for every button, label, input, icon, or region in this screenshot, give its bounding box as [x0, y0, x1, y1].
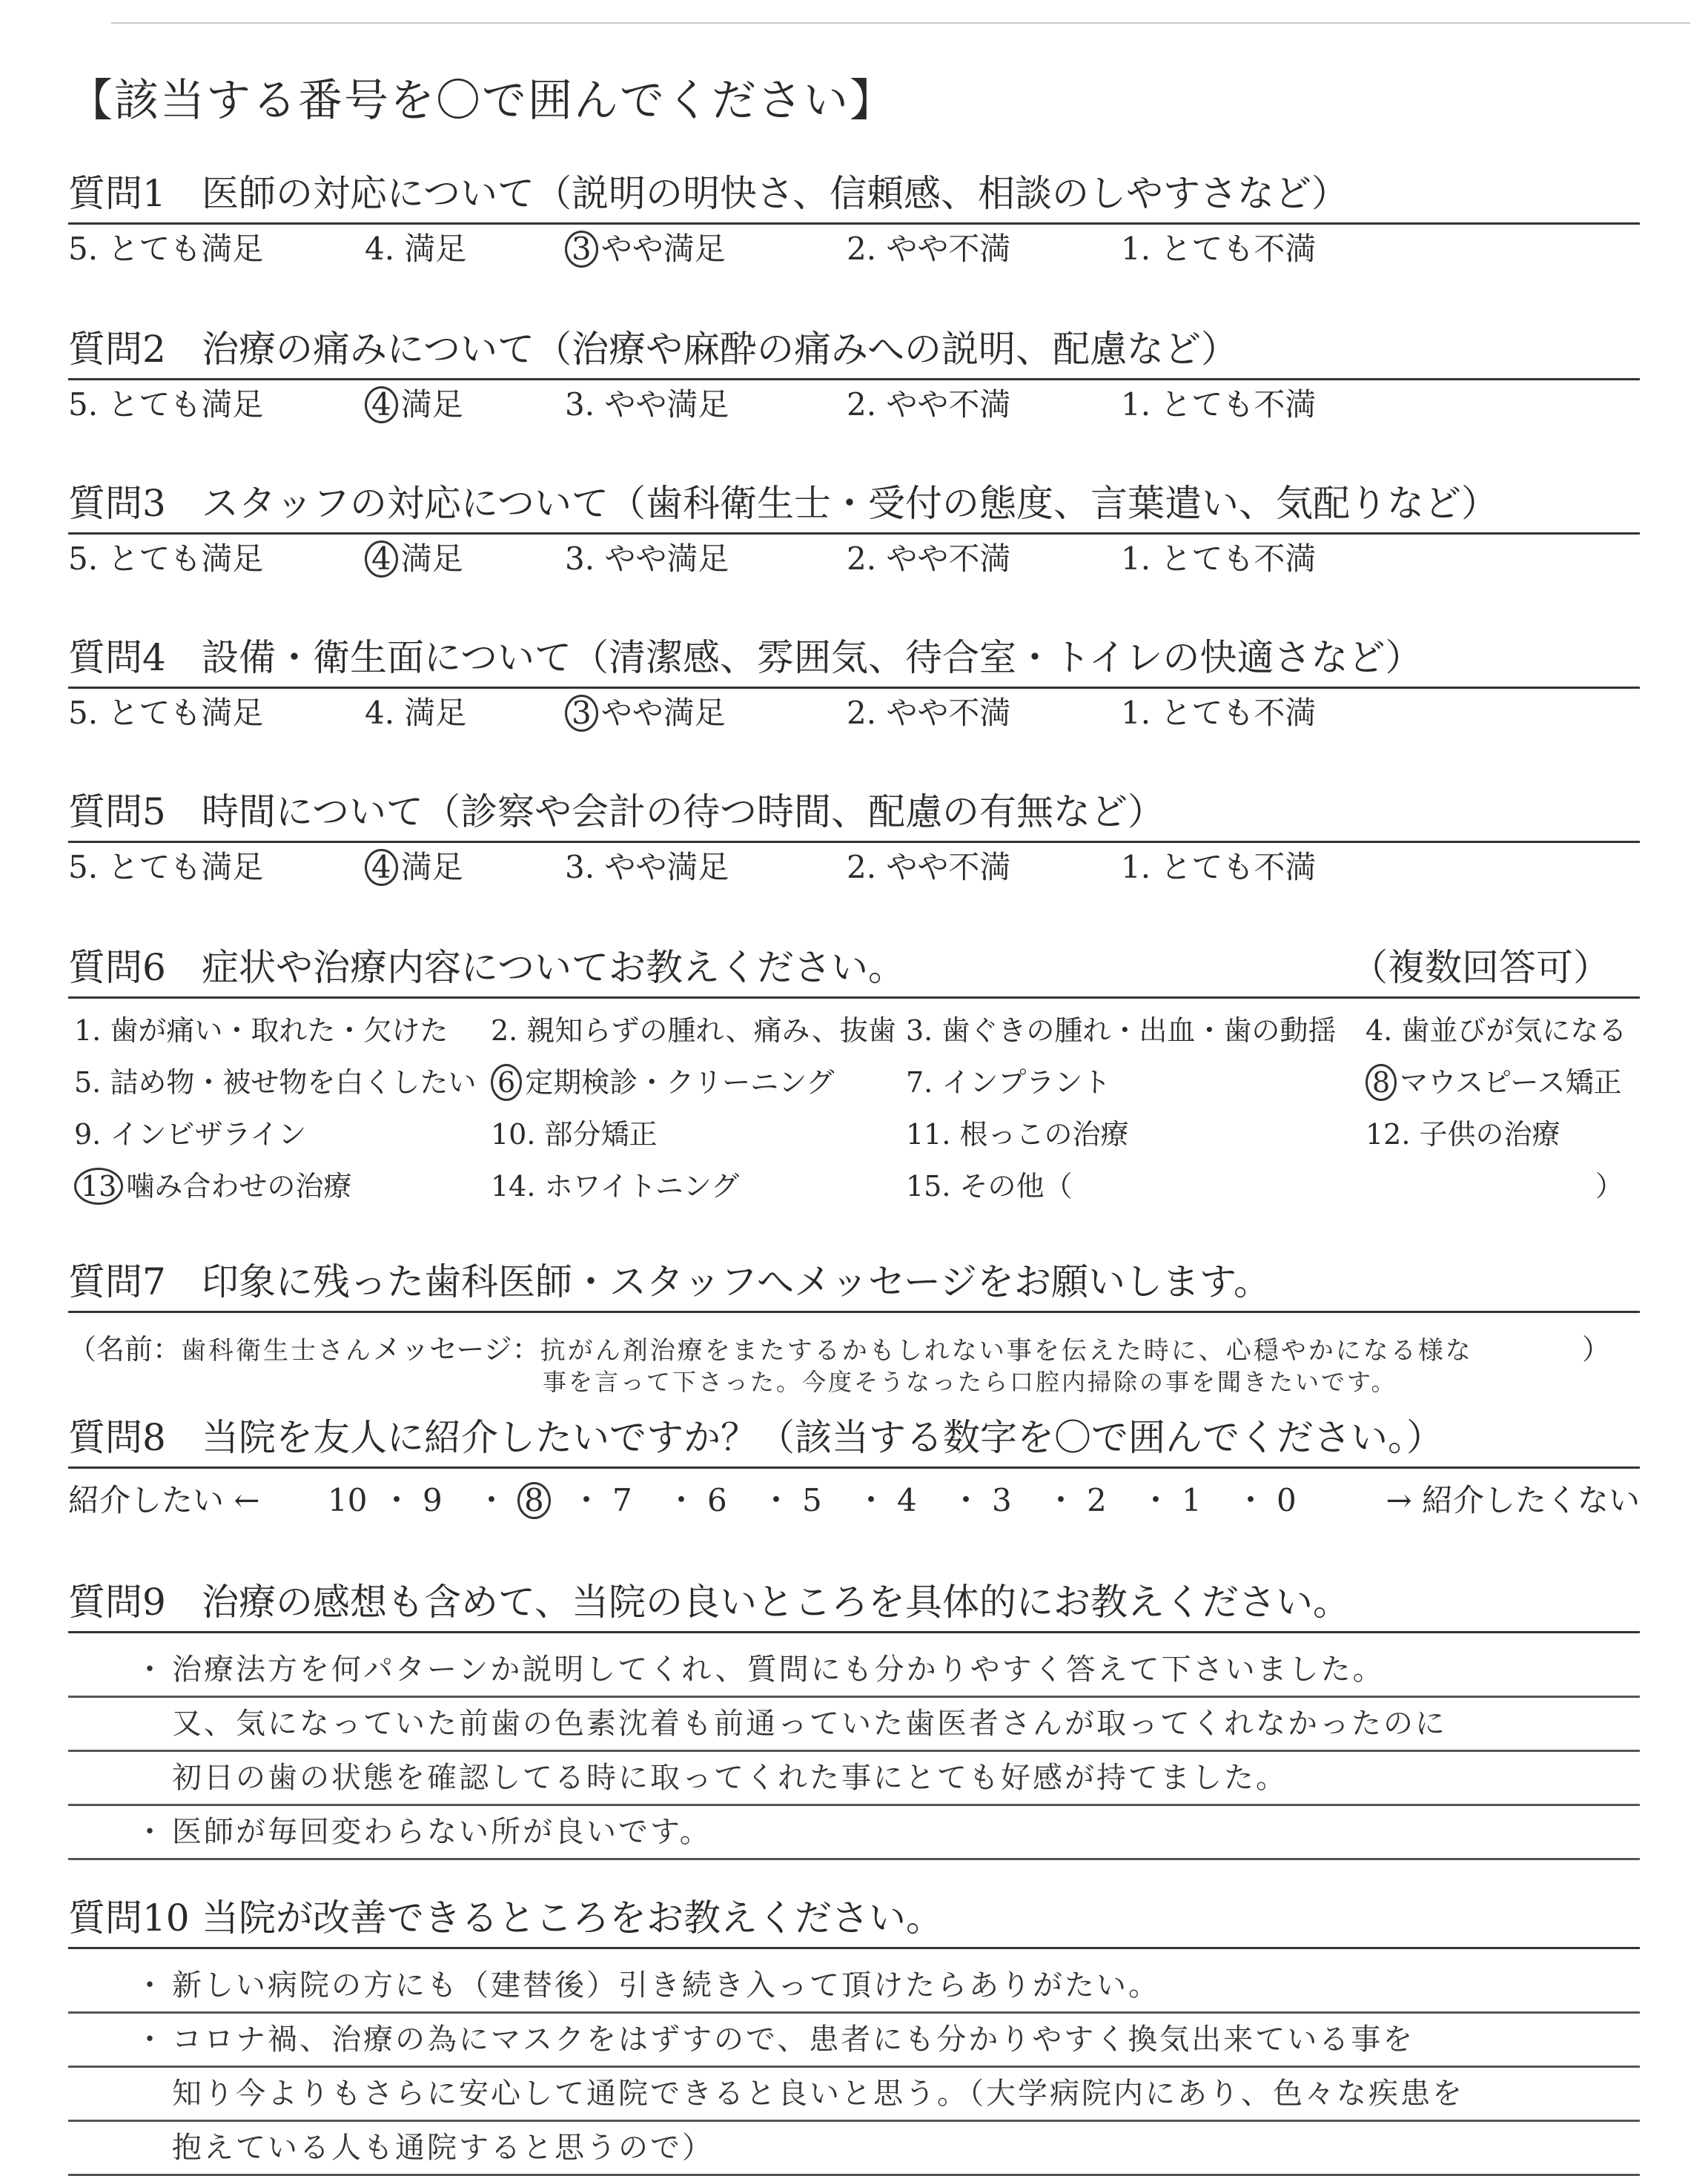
rating-option-1[interactable]: 1. とても不満	[1121, 386, 1317, 423]
symptom-option[interactable]: 7. インプラント	[906, 1066, 1111, 1099]
rating-option-4[interactable]: 4. 満足	[365, 695, 467, 731]
question-title: スタッフの対応について（歯科衛生士・受付の態度、言葉遣い、気配りなど）	[202, 482, 1498, 525]
rating-option-5[interactable]: 5. とても満足	[68, 386, 264, 423]
rating-option-3[interactable]: 3. やや満足	[565, 540, 729, 577]
question-number: 質問7	[68, 1260, 166, 1303]
symptom-option[interactable]: 8 マウスピース矯正	[1366, 1059, 1622, 1101]
rating-options	[68, 535, 1640, 583]
underline	[68, 1466, 1640, 1469]
rating-option-3[interactable]: 3 やや満足	[565, 689, 726, 738]
scale-value-8[interactable]	[517, 1475, 554, 1527]
symptom-option[interactable]: 9. インビザライン	[74, 1118, 307, 1151]
rating-option-5[interactable]: 5. とても満足	[68, 231, 264, 267]
name-prefix: （名前：	[68, 1333, 182, 1366]
improvement-lines	[68, 1960, 1640, 2176]
scale-dot: ・	[381, 1482, 413, 1518]
symptom-options-grid	[68, 1008, 1640, 1215]
rating-option-5[interactable]: 5. とても満足	[68, 540, 264, 577]
handwritten-text: 知り今よりもさらに安心して通院できると良いと思う。（大学病院内にあり、色々な疾患を	[172, 2077, 1464, 2111]
rating-option-1[interactable]: 1. とても不満	[1121, 695, 1317, 731]
rating-option-2[interactable]: 2. やや不満	[847, 695, 1011, 731]
symptom-option[interactable]: 14. ホワイトニング	[491, 1170, 740, 1203]
scale-value-4[interactable]: 4	[897, 1482, 917, 1518]
question-number: 質問9	[68, 1581, 166, 1624]
selected-mark: 8	[1366, 1064, 1397, 1101]
scale-value-7[interactable]: 7	[612, 1482, 632, 1518]
question-5	[68, 783, 1640, 892]
symptom-option[interactable]: ）	[1595, 1170, 1624, 1203]
question-title: 症状や治療内容についてお教えください。	[202, 946, 905, 989]
question-3	[68, 474, 1640, 583]
scale-value-1[interactable]: 1	[1182, 1482, 1202, 1518]
handwritten-text: 新しい病院の方にも（建替後）引き続き入って頂けたらありがたい。	[172, 1968, 1160, 2003]
rating-options	[68, 225, 1640, 274]
handwritten-text: 治療法方を何パターンか説明してくれ、質問にも分かりやすく答えて下さいました。	[172, 1653, 1385, 1687]
symptom-option[interactable]: 6 定期検診・クリーニング	[491, 1059, 834, 1101]
question-number: 質問6	[68, 946, 166, 989]
scale-dot: ・	[666, 1482, 698, 1518]
multiple-answers-note: （複数回答可）	[1351, 946, 1610, 989]
selected-mark: 4	[365, 540, 398, 578]
question-title: 設備・衛生面について（清潔感、雰囲気、待合室・トイレの快適さなど）	[202, 636, 1423, 679]
question-8	[68, 1409, 1640, 1527]
question-title: 当院が改善できるところをお教えください。	[202, 1896, 943, 1939]
scale-dot: ・	[1045, 1482, 1077, 1518]
bullet: ・	[135, 2023, 167, 2057]
scale-value-0[interactable]: 0	[1277, 1482, 1297, 1518]
selected-mark: 3	[565, 695, 598, 732]
question-title: 印象に残った歯科医師・スタッフへメッセージをお願いします。	[202, 1260, 1271, 1303]
rating-option-1[interactable]: 1. とても不満	[1121, 231, 1317, 267]
symptom-option[interactable]: 4. 歯並びが気になる	[1366, 1014, 1627, 1047]
selected-mark: 13	[74, 1168, 123, 1205]
scale-dot: ・	[855, 1482, 887, 1518]
scale-left-label: 紹介したい ←	[68, 1482, 260, 1518]
scale-dot: ・	[950, 1482, 982, 1518]
rating-option-4[interactable]: 4 満足	[365, 843, 463, 892]
top-border-line	[111, 22, 1690, 24]
page-heading: 【該当する番号を〇で囲んでください】	[68, 75, 896, 127]
symptom-option[interactable]: 12. 子供の治療	[1366, 1118, 1560, 1151]
question-title: 医師の対応について（説明の明快さ、信頼感、相談のしやすさなど）	[202, 172, 1348, 215]
selected-mark: 6	[491, 1064, 522, 1101]
underline	[68, 1947, 1640, 1949]
answer-line	[68, 1644, 1640, 1698]
symptom-option[interactable]: 1. 歯が痛い・取れた・欠けた	[74, 1014, 448, 1047]
rating-option-4[interactable]: 4 満足	[365, 380, 463, 429]
symptom-option[interactable]: 15. その他（	[906, 1170, 1073, 1203]
selected-mark: 4	[365, 849, 398, 886]
rating-option-5[interactable]: 5. とても満足	[68, 695, 264, 731]
rating-option-1[interactable]: 1. とても不満	[1121, 849, 1317, 885]
answer-line	[68, 1752, 1640, 1806]
rating-option-2[interactable]: 2. やや不満	[847, 386, 1011, 423]
rating-option-3[interactable]: 3. やや満足	[565, 849, 729, 885]
message-area	[68, 1320, 1640, 1402]
good-points-lines	[68, 1644, 1640, 1860]
rating-option-2[interactable]: 2. やや不満	[847, 849, 1011, 885]
underline	[68, 1311, 1640, 1313]
answer-line	[68, 2068, 1640, 2122]
question-title: 治療の感想も含めて、当院の良いところを具体的にお教えください。	[202, 1581, 1350, 1624]
selected-mark: 8	[517, 1482, 551, 1519]
referral-scale	[68, 1475, 1640, 1527]
rating-options	[68, 689, 1640, 738]
question-title: 治療の痛みについて（治療や麻酔の痛みへの説明、配慮など）	[202, 328, 1238, 371]
question-10	[68, 1889, 1640, 2176]
symptom-option[interactable]: 10. 部分矯正	[491, 1118, 658, 1151]
question-number: 質問8	[68, 1416, 166, 1459]
question-number: 質問1	[68, 172, 166, 215]
scale-right-label: → 紹介したくない	[1386, 1482, 1640, 1518]
rating-option-1[interactable]: 1. とても不満	[1121, 540, 1317, 577]
rating-option-4[interactable]: 4 満足	[365, 535, 463, 583]
rating-options	[68, 380, 1640, 429]
question-title: 時間について（診察や会計の待つ時間、配慮の有無など）	[202, 790, 1165, 833]
rating-option-5[interactable]: 5. とても満足	[68, 849, 264, 885]
bullet: ・	[135, 1653, 167, 1687]
handwritten-text: コロナ禍、治療の為にマスクをはずすので、患者にも分かりやすく換気出来ている事を	[172, 2023, 1415, 2057]
scale-dot: ・	[571, 1482, 603, 1518]
question-2	[68, 320, 1640, 429]
scale-value-10[interactable]: 10	[328, 1482, 368, 1518]
handwritten-message-line-1: 抗がん剤治療をまたするかもしれない事を伝えた時に、心穏やかになる様な	[540, 1336, 1473, 1366]
answer-line	[68, 1960, 1640, 2014]
question-number: 質問5	[68, 790, 166, 833]
symptom-option[interactable]: 11. 根っこの治療	[906, 1118, 1129, 1151]
question-6	[68, 939, 1640, 1215]
question-number: 質問3	[68, 482, 166, 525]
scale-value-2[interactable]: 2	[1087, 1482, 1107, 1518]
handwritten-text: 初日の歯の状態を確認してる時に取ってくれた事にとても好感が持てました。	[172, 1761, 1288, 1795]
scale-dot: ・	[1235, 1482, 1267, 1518]
scale-value-3[interactable]: 3	[992, 1482, 1012, 1518]
handwritten-text: 又、気になっていた前歯の色素沈着も前通っていた歯医者さんが取ってくれなかったのに	[172, 1707, 1447, 1741]
scale-value-6[interactable]: 6	[707, 1482, 727, 1518]
answer-line	[68, 2122, 1640, 2176]
question-number: 質問2	[68, 328, 166, 371]
bullet: ・	[135, 1968, 167, 2003]
rating-option-4[interactable]: 4. 満足	[365, 231, 467, 267]
rating-option-2[interactable]: 2. やや不満	[847, 231, 1011, 267]
question-9	[68, 1573, 1640, 1860]
scale-value-5[interactable]: 5	[802, 1482, 822, 1518]
question-title: 当院を友人に紹介したいですか？（該当する数字を〇で囲んでください。）	[202, 1416, 1443, 1459]
answer-line	[68, 1806, 1640, 1860]
rating-options	[68, 843, 1640, 892]
handwritten-message-line-2: 事を言って下さった。今度そうなったら口腔内掃除の事を聞きたいです。	[543, 1368, 1397, 1396]
underline	[68, 996, 1640, 999]
scale-dot: ・	[476, 1482, 508, 1518]
scale-dot: ・	[1140, 1482, 1172, 1518]
message-close-paren: ）	[1581, 1333, 1610, 1366]
rating-option-3[interactable]: 3. やや満足	[565, 386, 729, 423]
scale-value-9[interactable]: 9	[423, 1482, 443, 1518]
question-7	[68, 1253, 1640, 1402]
handwritten-text: 抱えている人も通院すると思うので）	[172, 2131, 714, 2165]
symptom-option[interactable]: 3. 歯ぐきの腫れ・出血・歯の動揺	[906, 1014, 1337, 1047]
symptom-option[interactable]: 2. 親知らずの腫れ、痛み、抜歯	[491, 1014, 896, 1047]
rating-option-2[interactable]: 2. やや不満	[847, 540, 1011, 577]
selected-mark: 3	[565, 231, 598, 268]
question-1	[68, 165, 1640, 274]
scale-dot: ・	[761, 1482, 792, 1518]
question-number: 質問4	[68, 636, 166, 679]
selected-mark: 4	[365, 386, 398, 423]
underline	[68, 1631, 1640, 1633]
symptom-option[interactable]: 13 噛み合わせの治療	[74, 1163, 351, 1205]
answer-line	[68, 1698, 1640, 1752]
handwritten-text: 医師が毎回変わらない所が良いです。	[172, 1815, 712, 1849]
symptom-option[interactable]: 5. 詰め物・被せ物を白くしたい	[74, 1066, 477, 1099]
bullet: ・	[135, 1815, 167, 1849]
message-label: メッセージ：	[373, 1333, 540, 1366]
question-number: 質問10	[68, 1896, 190, 1939]
handwritten-staff-name: 歯科衛生士さん	[181, 1336, 374, 1366]
rating-option-3[interactable]: 3 やや満足	[565, 225, 726, 274]
answer-line	[68, 2014, 1640, 2068]
question-4	[68, 629, 1640, 738]
